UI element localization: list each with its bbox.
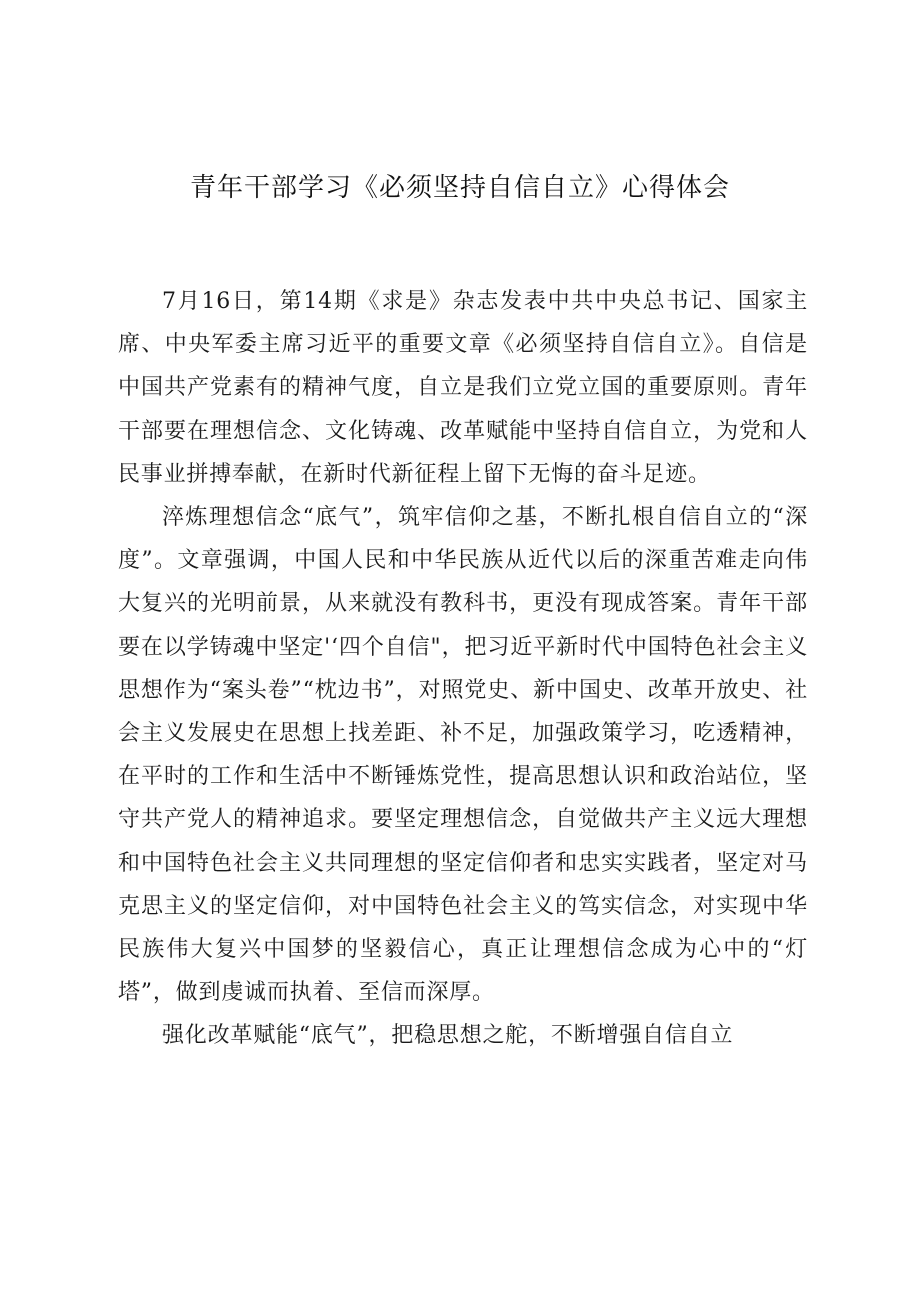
paragraph-intro: 7月16日，第14期《求是》杂志发表中共中央总书记、国家主席、中央军委主席习近平的重要文章《必须坚持自信自立》。自信是中国共产党素有的精神气度，自立是我们立党立国的重要原则。青年干部要在理想信念、文化铸魂、改革赋能中坚持自信自立，为党和人民事业拼搏奉献，在新时代新征程上留下无悔的奋斗足迹。 — [118, 289, 808, 487]
document-body — [118, 280, 808, 1058]
paragraph-reform-empowerment: 强化改革赋能“底气”，把稳思想之舵，不断增强自信自立 — [162, 1023, 734, 1049]
paragraph-ideals-faith: 淬炼理想信念“底气”，筑牢信仰之基，不断扎根自信自立的“深度”。文章强调，中国人民和中华民族从近代以后的深重苦难走向伟大复兴的光明前景，从来就没有教科书，更没有现成答案。青年干部要在以学铸魂中坚定'‘四个自信"，把习近平新时代中国特色社会主义思想作为“案头卷”“枕边书”，对照党史、新中国史、改革开放史、社会主义发展史在思想上找差距、补不足，加强政策学习，吃透精神，在平时的工作和生活中不断锤炼党性，提高思想认识和政治站位，坚守共产党人的精神追求。要坚定理想信念，自觉做共产主义远大理想和中国特色社会主义共同理想的坚定信仰者和忠实实践者，坚定对马克思主义的坚定信仰，对中国特色社会主义的笃实信念，对实现中华民族伟大复兴中国梦的坚毅信心，真正让理想信念成为心中的“灯塔”，做到虔诚而执着、至信而深厚。 — [118, 505, 808, 1006]
document-title: 青年干部学习《必须坚持自信自立》心得体会 — [189, 173, 730, 203]
